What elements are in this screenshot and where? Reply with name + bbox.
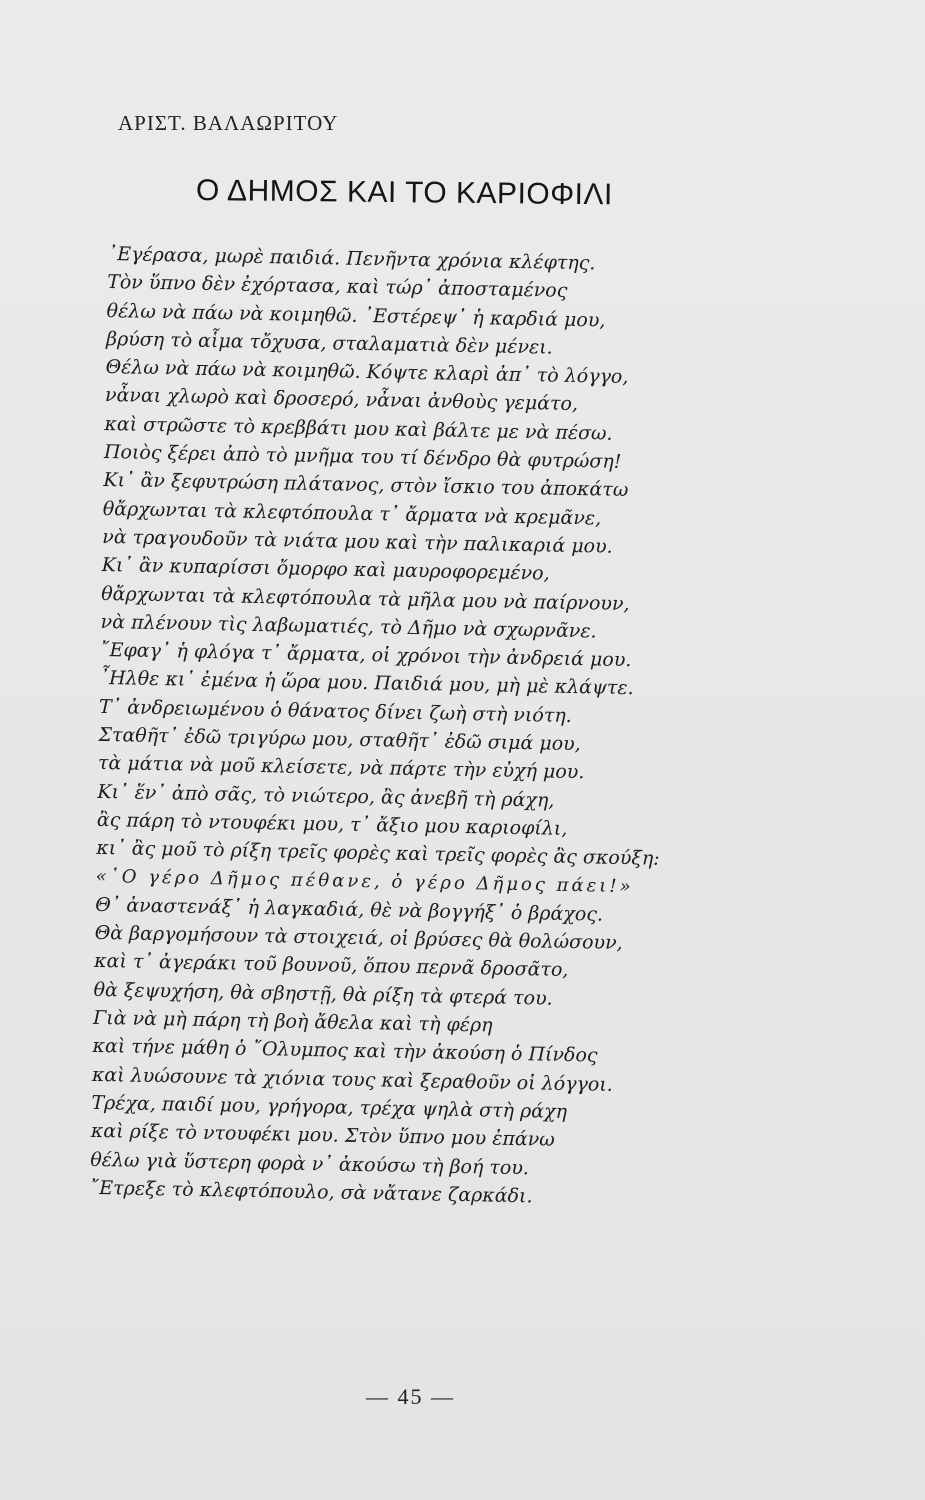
poem-line: Τ᾿ ἀνδρειωμένου ὁ θάνατος δίνει ζωὴ στὴ νιότη. <box>98 695 573 727</box>
poem-line: ῎Ετρεξε τὸ κλεφτόπουλο, σὰ νἄτανε ζαρκάδι. <box>89 1176 533 1208</box>
poem-line: «῾Ο γέρο Δῆμος πέθανε, ὁ γέρο Δῆμος πάει!» <box>95 865 634 897</box>
poem-line: Κι᾿ ἕν᾿ ἀπὸ σᾶς, τὸ νιώτερο, ἂς ἀνεβῆ τὴ ράχη, <box>97 780 555 812</box>
poem-text <box>90 240 828 1216</box>
poem-line: καὶ τ᾿ ἀγεράκι τοῦ βουνοῦ, ὅπου περνᾶ δροσᾶτο, <box>93 950 569 982</box>
poem-line: θέλω νὰ πάω νὰ κοιμηθῶ. ᾿Εστέρεψ᾿ ἡ καρδιά μου, <box>106 299 606 332</box>
poem-line: νἆναι χλωρὸ καὶ δροσερό, νἆναι ἀνθοὺς γεμάτο, <box>104 384 579 416</box>
poem-line: τὰ μάτια νὰ μοῦ κλείσετε, νὰ πάρτε τὴν εὐχή μου. <box>97 752 585 784</box>
running-head: ΑΡΙΣΤ. ΒΑΛΑΩΡΙΤΟΥ <box>118 111 339 135</box>
poem-line: καὶ ρίξε τὸ ντουφέκι μου. Στὸν ὕπνο μου ἐπάνω <box>90 1120 556 1151</box>
poem-line: ῏Ηλθε κι᾿ ἐμένα ἡ ὥρα μου. Παιδιά μου, μὴ μὲ κλάψτε. <box>99 667 634 700</box>
poem-line: νὰ πλένουν τὶς λαβωματιές, τὸ Δῆμο νὰ σχωρνᾶνε. <box>100 610 597 643</box>
poem-line: ῎Εφαγ᾿ ἡ φλόγα τ᾿ ἄρματα, οἱ χρόνοι τὴν ἀνδρειά μου. <box>99 639 632 672</box>
poem-line: Τρέχα, παιδί μου, γρήγορα, τρέχα ψηλὰ στὴ ράχη <box>91 1091 568 1123</box>
poem-line: Σταθῆτ᾿ ἐδῶ τριγύρω μου, σταθῆτ᾿ ἐδῶ σιμά μου, <box>98 723 581 756</box>
poem-title: Ο ΔΗΜΟΣ ΚΑΙ ΤΟ ΚΑΡΙΟΦΙΛΙ <box>195 174 614 212</box>
poem-line: θἄρχωνται τὰ κλεφτόπουλα τ᾿ ἄρματα νὰ κρεμᾶνε, <box>102 497 602 530</box>
poem-line: Κι᾿ ἂν ξεφυτρώση πλάτανος, στὸν ἴσκιο του ἀποκάτω <box>103 469 629 502</box>
poem-line: θέλω γιὰ ὕστερη φορὰ ν᾿ ἀκούσω τὴ βοή του. <box>90 1148 530 1179</box>
poem-line: Κι᾿ ἂν κυπαρίσσι ὄμορφο καὶ μαυροφορεμένο, <box>101 554 550 585</box>
poem-line: ἂς πάρη τὸ ντουφέκι μου, τ᾿ ἄξιο μου καριοφίλι, <box>96 808 568 840</box>
page-number: — 45 — <box>366 1384 455 1409</box>
poem-line: Ποιὸς ξέρει ἀπὸ τὸ μνῆμα του τί δένδρο θὰ φυτρώση! <box>103 441 622 473</box>
poem-line: Θέλω νὰ πάω νὰ κοιμηθῶ. Κόψτε κλαρὶ ἀπ᾿ τὸ λόγγο, <box>105 356 629 389</box>
poem-line: Γιὰ νὰ μὴ πάρη τὴ βοὴ ἄθελα καὶ τὴ φέρη <box>92 1006 493 1037</box>
poem-line: Θὰ βαργομήσουν τὰ στοιχειά, οἱ βρύσες θὰ θολώσουν, <box>94 921 623 955</box>
poem-line: Θ᾿ ἀναστενάξ᾿ ἡ λαγκαδιά, θὲ νὰ βογγήξ᾿ ὁ βράχος. <box>95 893 604 926</box>
poem-line: ᾿Εγέρασα, μωρὲ παιδιά. Πενῆντα χρόνια κλέφτης. <box>107 242 596 275</box>
poem-line: καὶ στρῶστε τὸ κρεββάτι μου καὶ βάλτε με νὰ πέσω. <box>104 412 613 445</box>
poem-line: κι᾿ ἂς μοῦ τὸ ρίξη τρεῖς φορὲς καὶ τρεῖς φορὲς ἂς σκούξη: <box>96 837 660 870</box>
poem-line: καὶ λυώσουνε τὰ χιόνια τους καὶ ξεραθοῦν οἱ λόγγοι. <box>91 1063 614 1096</box>
poem-line: βρύση τὸ αἷμα τὄχυσα, σταλαματιὰ δὲν μένει. <box>105 327 553 359</box>
poem-line: θἄρχωνται τὰ κλεφτόπουλα τὰ μῆλα μου νὰ παίρνουν, <box>101 582 630 615</box>
poem-line: θὰ ξεψυχήση, θὰ σβηστῇ, θὰ ρίξη τὰ φτερά του. <box>93 978 553 1010</box>
poem-line: νὰ τραγουδοῦν τὰ νιάτα μου καὶ τὴν παλικαριά μου. <box>102 525 613 558</box>
poem-line: Τὸν ὕπνο δὲν ἐχόρτασα, καὶ τώρ᾿ ἀποσταμένος <box>106 271 568 303</box>
poem-line: καὶ τήνε μάθη ὁ ῎Ολυμπος καὶ τὴν ἀκούση ὁ Πίνδος <box>92 1035 598 1067</box>
